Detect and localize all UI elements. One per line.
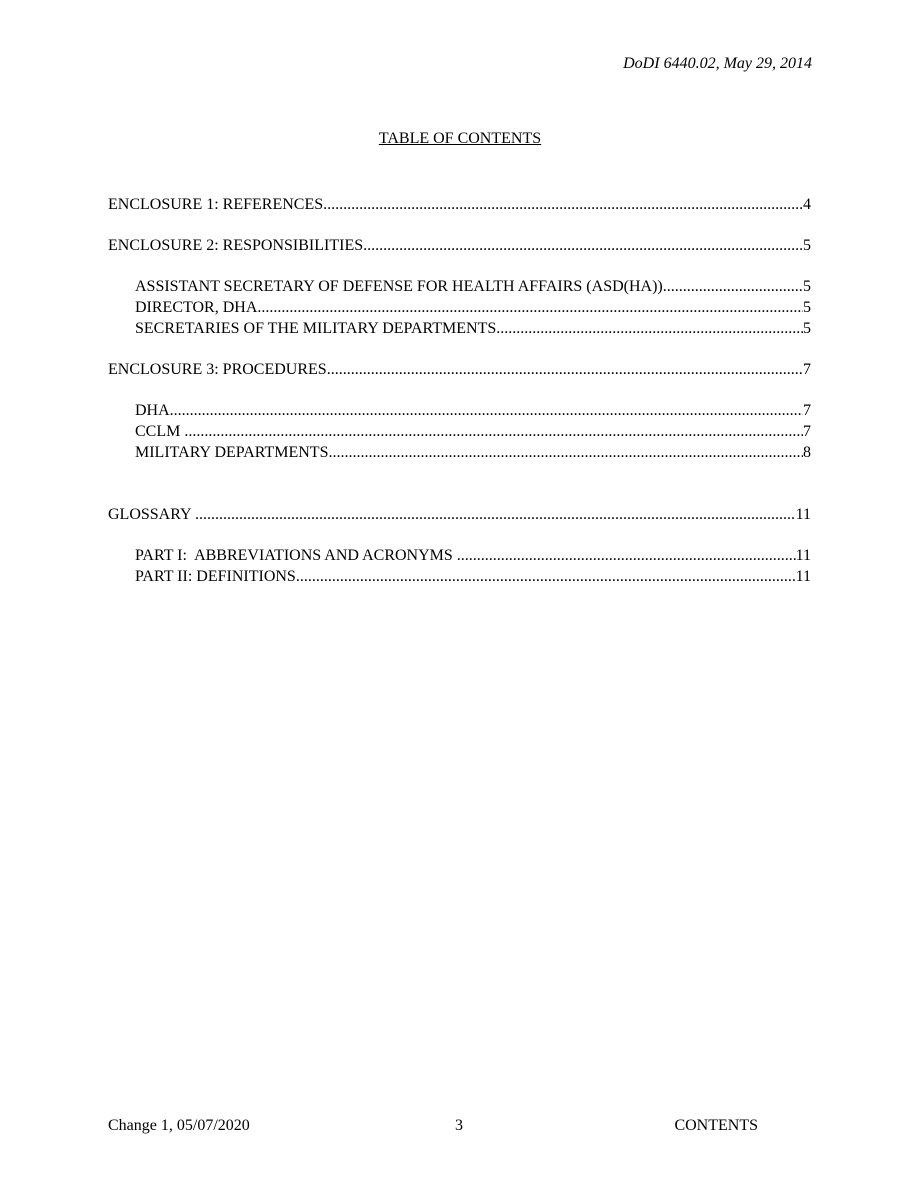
toc-entry-label: CCLM: [135, 423, 185, 440]
dot-leader: [323, 194, 803, 215]
toc-entry-page: 7: [803, 423, 811, 440]
toc-subentry-military-departments[interactable]: [108, 442, 811, 463]
toc-entry-page: 11: [795, 568, 811, 585]
dot-leader: [328, 442, 803, 463]
toc-subentry-cclm[interactable]: [108, 421, 811, 442]
toc-entry-page: 5: [803, 299, 811, 316]
toc-entry-enclosure-1[interactable]: [108, 194, 811, 215]
toc-entry-label: PART II: DEFINITIONS: [135, 568, 296, 585]
toc-entry-label: ENCLOSURE 2: RESPONSIBILITIES: [108, 237, 364, 254]
toc-entry-page: 7: [803, 361, 811, 378]
dot-leader: [457, 545, 796, 566]
dot-leader: [195, 504, 796, 525]
toc-entry-page: 11: [795, 506, 811, 523]
toc-entry-label: ENCLOSURE 1: REFERENCES: [108, 196, 324, 213]
toc-subentry-asd-ha[interactable]: [108, 276, 811, 297]
dot-leader: [184, 421, 803, 442]
toc-subentry-dha[interactable]: [108, 400, 811, 421]
dot-leader: [296, 566, 796, 587]
toc-entry-label: ASSISTANT SECRETARY OF DEFENSE FOR HEALTH AFFAIRS (ASD(HA)): [135, 278, 663, 295]
dot-leader: [327, 359, 803, 380]
toc-entry-label: ENCLOSURE 3: PROCEDURES: [108, 361, 327, 378]
toc-subentry-part-2[interactable]: [108, 566, 811, 587]
dot-leader: [663, 276, 803, 297]
toc-entry-enclosure-2[interactable]: [108, 235, 811, 256]
toc-entry-enclosure-3[interactable]: [108, 359, 811, 380]
toc-entry-page: 11: [795, 547, 811, 564]
toc-title: [0, 130, 920, 148]
toc-entry-page: 7: [803, 402, 811, 419]
toc-subentry-part-1[interactable]: [108, 545, 811, 566]
dot-leader: [496, 318, 803, 339]
toc-entry-page: 5: [803, 278, 811, 295]
toc-entry-label: MILITARY DEPARTMENTS: [135, 444, 329, 461]
toc-entry-page: 5: [803, 320, 811, 337]
toc-title-text: TABLE OF CONTENTS: [378, 130, 542, 147]
page-footer: [108, 1117, 758, 1139]
section-label: CONTENTS: [674, 1117, 758, 1134]
toc-entry-label: PART I: ABBREVIATIONS AND ACRONYMS: [135, 547, 457, 564]
toc-entry-glossary[interactable]: [108, 504, 811, 525]
toc-entry-page: 4: [803, 196, 811, 213]
toc-entry-label: SECRETARIES OF THE MILITARY DEPARTMENTS: [135, 320, 497, 337]
toc-entry-label: GLOSSARY: [108, 506, 195, 523]
document-reference-header: DoDI 6440.02, May 29, 2014: [623, 55, 812, 72]
toc-subentry-director-dha[interactable]: [108, 297, 811, 318]
dot-leader: [363, 235, 803, 256]
toc-entry-label: DIRECTOR, DHA: [135, 299, 258, 316]
toc-entry-page: 8: [803, 444, 811, 461]
table-of-contents: [108, 194, 811, 587]
page-number: 3: [455, 1117, 463, 1134]
change-notice: Change 1, 05/07/2020: [108, 1117, 250, 1134]
toc-entry-label: DHA: [135, 402, 170, 419]
toc-entry-page: 5: [803, 237, 811, 254]
dot-leader: [170, 400, 803, 421]
dot-leader: [257, 297, 803, 318]
toc-subentry-secretaries[interactable]: [108, 318, 811, 339]
